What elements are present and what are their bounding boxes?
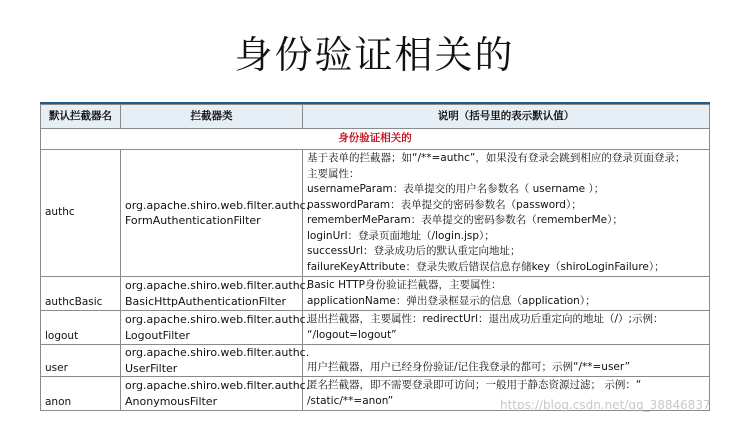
filter-class-cell xyxy=(121,345,310,377)
description-line: 退出拦截器，主要属性：redirectUrl：退出成功后重定向的地址（/）;示例： xyxy=(307,313,664,325)
filter-name-cell: logout xyxy=(41,311,121,345)
header-description: 说明（括号里的表示默认值） xyxy=(303,105,710,129)
description-line: passwordParam：表单提交的密码参数名（password）； xyxy=(307,198,582,211)
filter-class-line: org.apache.shiro.web.filter.authc. xyxy=(125,379,310,392)
filter-class-line: FormAuthenticationFilter xyxy=(125,214,261,227)
filter-class-line: BasicHttpAuthenticationFilter xyxy=(125,294,286,308)
filter-class-cell xyxy=(121,311,310,345)
table-row xyxy=(41,311,710,345)
description-line: /static/**=anon” xyxy=(307,394,394,407)
filter-class-line: org.apache.shiro.web.filter.authc. xyxy=(125,346,310,359)
filter-class-cell xyxy=(121,150,310,277)
filter-class-cell xyxy=(121,377,310,411)
description-cell xyxy=(303,277,710,311)
description-line: failureKeyAttribute：登录失败后错误信息存储key（shiroLoginFailure）； xyxy=(307,260,665,273)
filter-class-line: org.apache.shiro.web.filter.authc. xyxy=(125,313,310,326)
description-line: 匿名拦截器，即不需要登录即可访问；一般用于静态资源过滤； 示例：“ xyxy=(307,379,642,391)
description-line: 主要属性： xyxy=(307,167,360,180)
filter-table-container xyxy=(40,102,710,411)
filter-class-line: UserFilter xyxy=(125,361,178,375)
filter-name-cell: anon xyxy=(41,377,121,411)
description-line: Basic HTTP身份验证拦截器，主要属性： xyxy=(307,279,502,291)
filter-class-line: LogoutFilter xyxy=(125,328,190,342)
description-line: rememberMeParam：表单提交的密码参数名（rememberMe）； xyxy=(307,214,623,226)
description-line: applicationName：弹出登录框显示的信息（application）； xyxy=(307,294,596,307)
table-row xyxy=(41,345,710,377)
description-cell xyxy=(303,150,710,277)
filter-name-cell: authc xyxy=(41,150,121,277)
filter-class-line: AnonymousFilter xyxy=(125,394,218,408)
header-filter-name: 默认拦截器名 xyxy=(41,105,121,129)
table-header-row xyxy=(41,105,710,129)
section-row xyxy=(41,129,710,150)
description-cell xyxy=(303,345,710,377)
filter-class-cell xyxy=(121,277,310,311)
filter-name-cell: authcBasic xyxy=(41,277,121,311)
description-cell xyxy=(303,311,710,345)
page-title: 身份验证相关的 xyxy=(234,33,515,77)
table-row xyxy=(41,277,710,311)
description-line: “/logout=logout” xyxy=(307,328,397,341)
description-line: 基于表单的拦截器；如“/**=authc”，如果没有登录会跳到相应的登录页面登录； xyxy=(307,152,686,164)
header-filter-class: 拦截器类 xyxy=(121,105,303,129)
section-label: 身份验证相关的 xyxy=(41,129,710,150)
description-line: successUrl：登录成功后的默认重定向地址； xyxy=(307,245,521,257)
filter-class-line: org.apache.shiro.web.filter.authc. xyxy=(125,198,310,212)
table-row xyxy=(41,150,710,277)
description-line: 用户拦截器，用户已经身份验证/记住我登录的都可；示例“/**=user” xyxy=(307,360,631,373)
description-line: usernameParam：表单提交的用户名参数名（ username ）； xyxy=(307,183,605,195)
filter-name-cell: user xyxy=(41,345,121,377)
filter-table xyxy=(40,104,710,411)
description-line: loginUrl：登录页面地址（/login.jsp）； xyxy=(307,229,495,242)
watermark: https://blog.csdn.net/qq_38846837 xyxy=(500,398,711,412)
filter-class-line: org.apache.shiro.web.filter.authc. xyxy=(125,279,310,292)
